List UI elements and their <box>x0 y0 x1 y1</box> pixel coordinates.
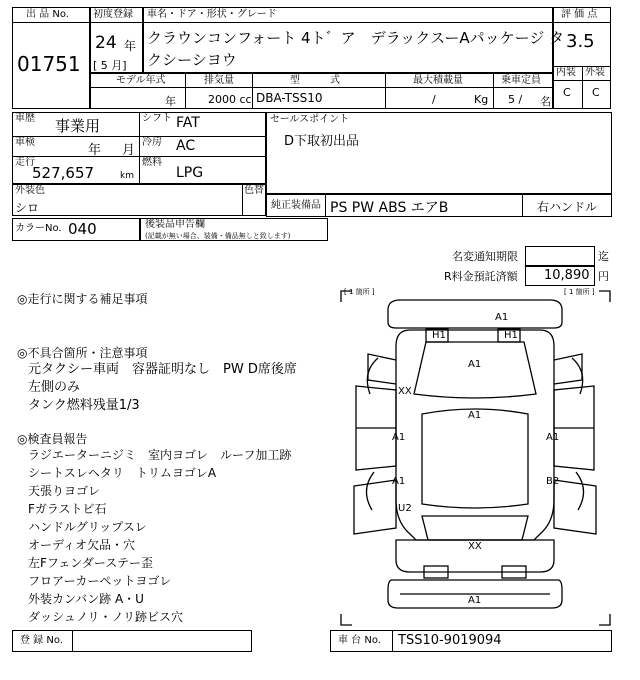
exterior-grade: C <box>592 86 600 99</box>
inspector-line: 天張りヨゴレ <box>28 484 101 498</box>
damage-mark: B2 <box>546 476 560 487</box>
color-number-value: 040 <box>68 220 97 238</box>
color-box <box>12 184 266 216</box>
notice-deadline-label: 名変通知期限 <box>452 250 518 263</box>
defect-line: タンク燃料残量1/3 <box>28 398 140 413</box>
steering-value: 右ハンドル <box>537 200 598 214</box>
car-damage-diagram <box>340 290 611 626</box>
recycle-fee-label: R料金預託済額 <box>444 270 518 283</box>
defects-heading: ◎不具合箇所・注意事項 <box>17 346 148 360</box>
inspector-line: シートスレヘタリ トリムヨゴレA <box>28 466 217 480</box>
first-registration-label: 初度登録 <box>93 9 133 20</box>
damage-mark: A1 <box>392 476 406 487</box>
damage-mark: A1 <box>392 432 406 443</box>
damage-mark: A1 <box>468 410 482 421</box>
diagram-corner-left: [ 1 箇所 ] <box>344 288 375 296</box>
damage-mark: H1 <box>432 330 446 341</box>
color-value: シロ <box>15 201 40 215</box>
mileage-value: 527,657 <box>32 164 95 182</box>
defect-line: 左側のみ <box>28 380 81 395</box>
exterior-label: 外装 <box>585 67 605 78</box>
lot-label: 出 品 No. <box>26 9 69 20</box>
inspector-line: ハンドルグリップスレ <box>28 520 147 534</box>
inspection-month: 月 <box>122 143 136 158</box>
inspector-line: ダッシュノリ・ノリ跡ビス穴 <box>28 610 184 624</box>
inspector-line: フロアーカーペットヨゴレ <box>28 574 172 588</box>
supplement-heading: ◎走行に関する補足事項 <box>17 292 148 306</box>
sales-point-label: セールスポイント <box>270 114 350 125</box>
equipment-value: PS PW ABS エアB <box>330 200 449 216</box>
car-name-line1: クラウンコンフォート 4ト゛ア デラックスーAパッケージ タ <box>147 29 565 47</box>
shift-value: FAT <box>176 115 200 131</box>
registration-year-unit: 年 <box>124 39 137 53</box>
recolor-label: 色替 <box>244 185 264 196</box>
car-outline <box>340 290 611 626</box>
lot-number: 01751 <box>17 52 81 76</box>
score-value: 3.5 <box>566 31 595 52</box>
notice-deadline-field <box>525 246 595 266</box>
equipment-label: 純正装備品 <box>271 200 321 211</box>
damage-mark: A1 <box>546 432 560 443</box>
inspector-heading: ◎検査員報告 <box>17 432 88 446</box>
interior-label: 内装 <box>556 67 576 78</box>
inspector-line: オーディオ欠品・穴 <box>28 538 136 552</box>
capacity-value: 5 / <box>508 93 523 106</box>
mileage-label: 走行 <box>15 157 35 168</box>
inspector-line: 左Fフェンダーステー歪 <box>28 556 153 570</box>
capacity-label: 乗車定員 <box>501 75 541 86</box>
max-load-value: / <box>432 93 436 106</box>
inspector-line: ラジエーターニジミ 室内ヨゴレ ルーフ加工跡 <box>28 448 292 462</box>
score-label: 評 価 点 <box>561 9 598 20</box>
damage-mark: A1 <box>495 312 509 323</box>
capacity-unit: 名 <box>540 95 551 108</box>
chassis-number-value: TSS10-9019094 <box>398 633 502 648</box>
max-load-unit: Kg <box>474 93 489 106</box>
aftermarket-note: (記載が無い場合、装備・備品無しと致します) <box>145 232 291 240</box>
damage-mark: A1 <box>468 595 482 606</box>
registration-number-label: 登 録 No. <box>20 635 63 646</box>
damage-mark: A1 <box>468 359 482 370</box>
displacement-label: 排気量 <box>204 75 234 86</box>
history-value: 事業用 <box>55 117 101 135</box>
registration-month: [ 5 月] <box>93 59 127 72</box>
inspection-label: 車検 <box>15 137 35 148</box>
registration-year: 24 <box>95 33 117 53</box>
diagram-corner-right: [ 1 箇所 ] <box>564 288 595 296</box>
color-number-label: カラーNo. <box>15 223 62 234</box>
ac-value: AC <box>176 138 196 154</box>
damage-mark: U2 <box>398 503 412 514</box>
shift-label: シフト <box>142 113 172 124</box>
car-name-line2: クシーシヨウ <box>147 51 237 69</box>
fuel-value: LPG <box>176 165 204 181</box>
damage-mark: H1 <box>504 330 518 341</box>
defect-line: 元タクシー車両 容器証明なし PW D席後席 <box>28 362 297 377</box>
model-year-unit: 年 <box>165 95 176 108</box>
damage-mark: XX <box>468 541 482 552</box>
inspection-year: 年 <box>88 143 102 158</box>
notice-deadline-unit: 迄 <box>598 250 609 263</box>
displacement-value: 2000 cc <box>208 93 252 106</box>
mileage-unit: km <box>120 171 134 181</box>
max-load-label: 最大積載量 <box>413 75 463 86</box>
fuel-label: 燃料 <box>142 157 162 168</box>
recycle-fee-value: 10,890 <box>544 268 590 283</box>
car-name-label: 車名・ドア・形状・グレード <box>147 9 277 20</box>
model-label: 型 式 <box>290 75 340 86</box>
interior-grade: C <box>563 86 571 99</box>
history-label: 車歴 <box>15 113 35 124</box>
model-value: DBA-TSS10 <box>256 91 323 105</box>
inspector-line: 外装カンバン跡 A・U <box>28 592 144 606</box>
aftermarket-label: 後装品申告欄 <box>145 219 205 230</box>
color-label: 外装色 <box>15 185 45 196</box>
inspector-line: Fガラストビ石 <box>28 502 107 516</box>
chassis-number-label: 車 台 No. <box>338 635 381 646</box>
recycle-fee-unit: 円 <box>598 270 609 283</box>
damage-mark: XX <box>398 386 412 397</box>
ac-label: 冷房 <box>142 137 162 148</box>
sales-point-value: D下取初出品 <box>284 134 360 149</box>
model-year-label: モデル年式 <box>116 75 166 86</box>
